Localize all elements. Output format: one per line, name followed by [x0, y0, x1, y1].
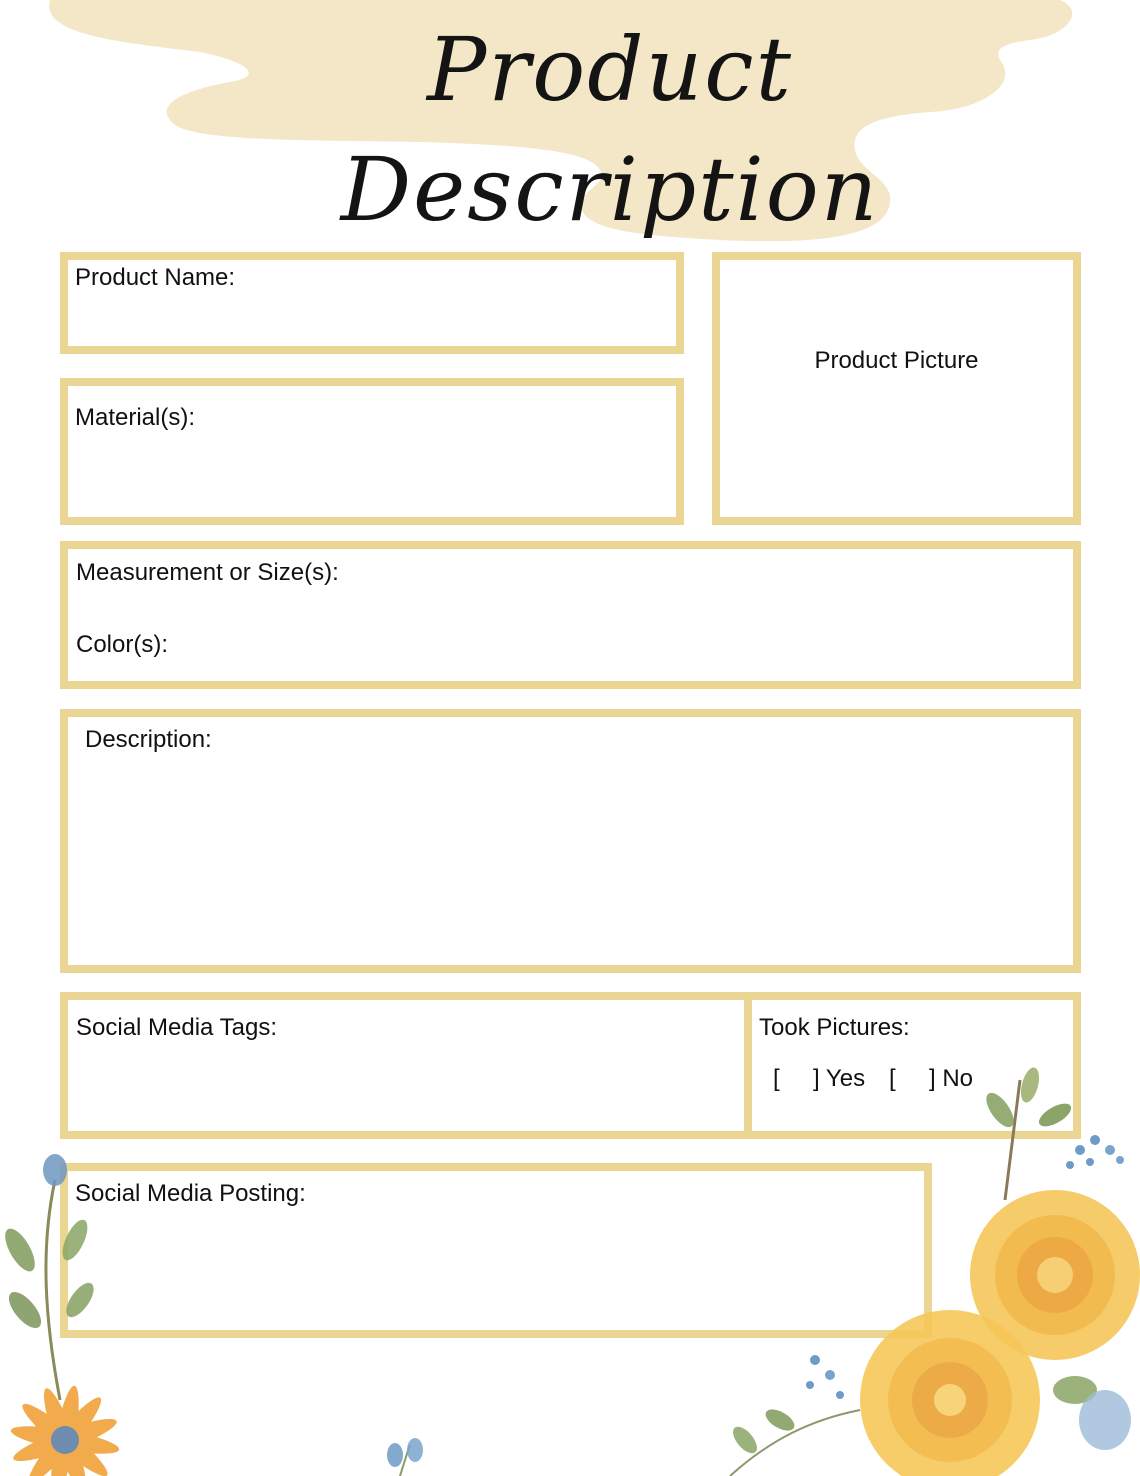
product-name-label: Product Name:	[75, 264, 236, 291]
colors-label: Color(s):	[76, 631, 169, 658]
no-checkbox[interactable]: [ ] No	[889, 1065, 974, 1092]
materials-box[interactable]	[60, 378, 684, 525]
measurement-label: Measurement or Size(s):	[76, 559, 339, 586]
materials-label: Material(s):	[75, 404, 196, 431]
social-media-tags-label: Social Media Tags:	[76, 1014, 277, 1041]
product-picture-box[interactable]	[712, 252, 1081, 525]
description-box[interactable]	[60, 709, 1081, 973]
page-title: Product Description	[340, 18, 880, 241]
blue-flowers-bottom	[387, 1438, 423, 1476]
orange-daisy-left	[9, 1384, 121, 1476]
social-media-posting-label: Social Media Posting:	[75, 1180, 306, 1207]
yes-checkbox[interactable]: [ ] Yes	[773, 1065, 866, 1092]
yellow-rose-upper	[970, 1190, 1140, 1360]
took-pictures-label: Took Pictures:	[759, 1014, 910, 1041]
description-label: Description:	[85, 726, 212, 753]
product-picture-label: Product Picture	[814, 347, 979, 374]
right-bottom-foliage	[729, 1355, 1131, 1476]
